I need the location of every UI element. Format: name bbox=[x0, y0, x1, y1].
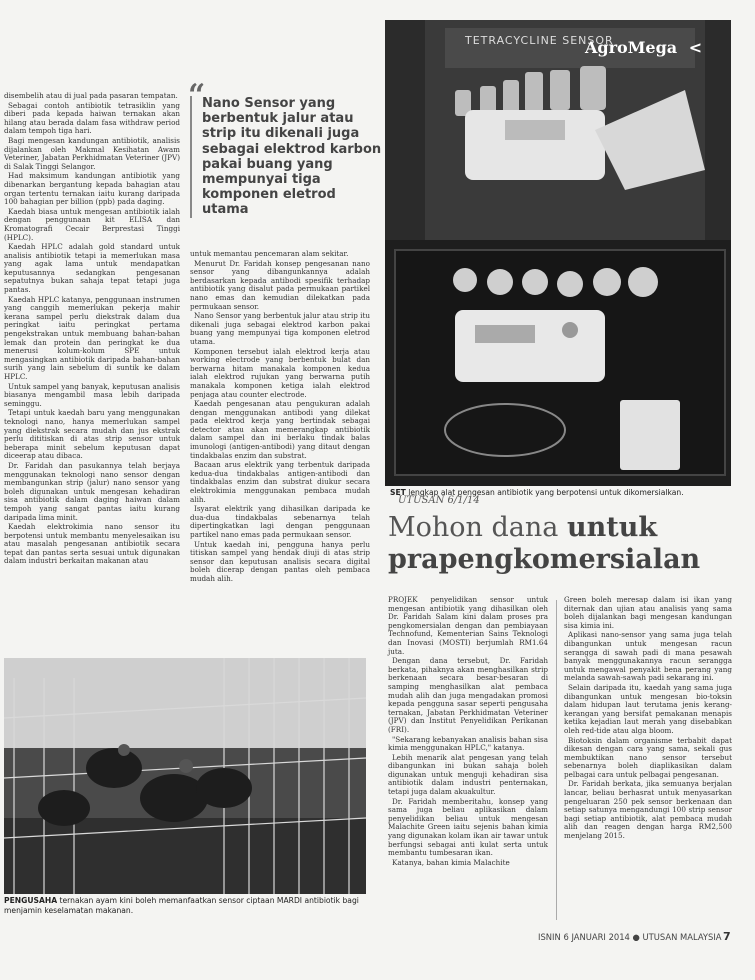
paragraph: "Sekarang kebanyakan analisis bahan sisa kimia menggunakan HPLC," katanya. bbox=[388, 734, 548, 753]
brand-text: AgroMega bbox=[585, 38, 678, 57]
article-column-2 bbox=[190, 250, 370, 646]
brand-arrow: < bbox=[688, 38, 703, 57]
article-column-3 bbox=[388, 596, 548, 924]
paragraph: Isyarat elektrik yang dihasilkan daripada ke dua-dua tindakbalas sebenarnya telah dipertingkatkan lagi dengan penggunaan partikel nano emas pada permukaan sensor. bbox=[190, 504, 370, 539]
caption-lead: PENGUSAHA bbox=[4, 896, 58, 905]
chicken-cage-illustration bbox=[4, 658, 366, 894]
paragraph: Katanya, bahan kimia Malachite bbox=[392, 857, 510, 867]
paragraph: Untuk kaedah ini, pengguna hanya perlu titiskan sampel yang hendak diuji di atas strip sensor dan keputusan analisis secara digital boleh dicerap dengan pantas oleh pembaca mudah alih. bbox=[190, 539, 370, 583]
paragraph: Bacaan arus elektrik yang terbentuk daripada kedua-dua tindakbalas antigen-antibodi dan tindakbalas enzim dan substrat diukur secara elektrokimia menggunakan pembaca mudah alih. bbox=[190, 460, 370, 504]
paragraph: Green boleh meresap dalam isi ikan yang diternak dan ujian atau analisis yang sama boleh dijalankan bagi mengesan kandungan sisa kimia ini. bbox=[564, 595, 732, 630]
paragraph: Dr. Faridah memberitahu, konsep yang sama juga beliau aplikasikan dalam penyelidikan beliau untuk mengesan Malachite Green iaitu sejenis bahan kimia yang digunakan kolam ikan air tawar untuk berfungsi sebagai anti kulat serta untuk membantu tumbesaran ikan. bbox=[388, 796, 548, 858]
paragraph: Kaedah HPLC katanya, penggunaan instrumen yang canggih memerlukan pekerja mahir kerana sampel perlu diekstrak dalam dua peringkat iaitu peringkat pertama pengekstrakan untuk membuang bahan-bahan lemak dan protein dan peringkat ke dua menerusi kolum-kolum SPE untuk mengasingkan antibiotik daripada bahan-bahan surih yang lain sebelum di suntik ke dalam HPLC. bbox=[4, 294, 180, 381]
quote-mark-icon: “ bbox=[188, 78, 206, 113]
headline-line-2: prapengkomersialan bbox=[388, 544, 701, 575]
paragraph: Untuk sampel yang banyak, keputusan analisis biasanya mengambil masa lebih daripada seminggu. bbox=[4, 381, 180, 408]
caption-text: lengkap alat pengesan antibiotik yang berpotensi untuk dikomersialkan. bbox=[408, 488, 684, 497]
paragraph: Kaedah pengesanan atau pengukuran adalah dengan menggunakan antibodi yang dilekat pada elektrod kerja yang bertindak sebagai detector atau akan memerangkap antibiotik dalam sampel dan ini berlaku tindak balas imunologi (antigen-antibodi) yang ditaut dengan tindakbalas enzim dan substrat. bbox=[190, 399, 370, 460]
paragraph: Kaedah elektrokimia nano sensor itu berpotensi untuk membantu menyelesaikan isu atau masalah pengesanan antibiotik secara tepat dan pantas serta sesuai untuk digunakan dalam industri berkaitan makanan atau bbox=[4, 522, 180, 566]
paragraph: Tetapi untuk kaedah baru yang menggunakan teknologi nano, hanya memerlukan sampel yang diekstrak secara mudah dan jus ekstrak perlu dititiskan di atas strip sensor untuk beberapa minit sebelum keputusan dapat diceerap atau dibaca. bbox=[4, 408, 180, 461]
pull-quote-text: Nano Sensor yang berbentuk jalur atau strip itu dikenali juga sebagai elektrod karbon pakai buang yang mempunyai tiga komponen eletrod utama bbox=[202, 96, 382, 218]
article-headline bbox=[388, 512, 738, 576]
paragraph: Menurut Dr. Faridah konsep pengesanan nano sensor yang dibangunkannya adalah berdasarkan kepada antibodi spesifik terhadap antibiotik yang disalut pada permukaan partikel nano emas dan kemudian dilekatkan pada permukaan sensor. bbox=[190, 258, 370, 311]
article-column-4 bbox=[564, 596, 732, 924]
pull-quote bbox=[188, 78, 382, 218]
page-number: 7 bbox=[723, 930, 731, 943]
sensor-kit-illustration bbox=[385, 20, 731, 486]
paragraph: Kaedah HPLC adalah gold standard untuk analisis antibiotik tetapi ia memerlukan masa yang agak lama untuk mendapatkan keputusannya sedangkan pengesanan sepatutnya bukan sahaja tepat tetapi juga pantas. bbox=[4, 242, 180, 295]
handwritten-note: UTUSAN 6/1/14 bbox=[398, 495, 480, 506]
paragraph: Dengan dana tersebut, Dr. Faridah berkata, pihaknya akan menghasilkan strip berkenaan secara besar-besaran di samping menghasilkan alat pembaca mudah alih dan juga mengadakan promosi kepada pengguna sasar seperti pengusaha ternakan, Jabatan Perkhidmatan Veteriner (JPV) dan Institut Penyelidikan Perikanan (FRI). bbox=[388, 656, 548, 734]
paragraph: Kaedah biasa untuk mengesan antibiotik ialah dengan penggunaan kit ELISA dan Kromatografi Cecair Berprestasi Tinggi (HPLC). bbox=[4, 206, 180, 242]
box-label: TETRACYCLINE SENSOR bbox=[465, 34, 614, 47]
page-footer: ISNIN 6 JANUARI 2014 ● UTUSAN MALAYSIA bbox=[538, 932, 722, 942]
paragraph: Lebih menarik alat pengesan yang telah dibangunkan ini bukan sahaja boleh digunakan untuk menguji kehadiran sisa antibiotik dalam industri penternakan, tetapi juga dalam akuakultur. bbox=[388, 752, 548, 797]
headline-part-1: Mohon dana bbox=[388, 512, 567, 543]
paragraph: Selain daripada itu, kaedah yang sama juga dibangunkan untuk mengesan bio-toksin dalam hidupan laut terutama jenis kerang-kerangan yang bersifat pemakanan menapis ketika kejadian laut merah yang disebabkan oleh red-tide atau alga bloom. bbox=[564, 682, 732, 735]
agromega-brand bbox=[585, 38, 702, 57]
paragraph: Sebagai contoh antibiotik tetrasiklin yang diberi pada kepada haiwan ternakan akan hilang atau berada dalam fasa withdraw period dalam tempoh tiga hari. bbox=[4, 100, 180, 136]
paragraph: Dr. Faridah dan pasukannya telah berjaya menggunakan teknologi nano sensor dengan membangunkan strip (jalur) nano sensor yang boleh digunakan untuk mengesan kehadiran sisa antibiotik dalam daging haiwan dalam tempoh yang sangat pantas iaitu kurang daripada lima minit. bbox=[4, 460, 180, 522]
sensor-kit-photo bbox=[385, 20, 731, 486]
paragraph: Komponen tersebut ialah elektrod kerja atau working electrode yang berbentuk bulat dan berwarna hitam manakala komponen kedua ialah elektrod rujukan yang berwarna putih manakala komponen ketiga ialah elektrod penjaga atau counter electrode. bbox=[190, 346, 370, 399]
paragraph: Dr. Faridah berkata, jika semuanya berjalan lancar, beliau berhasrat untuk menyasarkan pengeluaran 250 pek sensor berkenaan dan setiap satunya mengandungi 100 strip sensor bagi setiap antibiotik, alat pembaca mudah alih dan reagen dengan harga RM2,500 menjelang 2015. bbox=[564, 779, 732, 841]
article-column-1 bbox=[4, 92, 180, 648]
chicken-caption bbox=[4, 896, 366, 916]
paragraph: Aplikasi nano-sensor yang sama juga telah dibangunkan untuk mengesan racun serangga di sawah padi di mana pesawah banyak menggunakannya racun serangga untuk mengawal penyakit bena perang yang melanda sawah-sawah padi sekarang ini. bbox=[564, 630, 732, 683]
paragraph: Bagi mengesan kandungan antibiotik, analisis dijalankan oleh Makmal Kesihatan Awam Veteriner, Jabatan Perkhidmatan Veteriner (JPV) di Salak Tinggi Selangor. bbox=[4, 135, 180, 171]
paragraph: Nano Sensor yang berbentuk jalur atau strip itu dikenali juga sebagai elektrod karbon pakai buang yang mempunyai tiga komponen eletrod utama. bbox=[190, 311, 370, 346]
paragraph: disembelih atau di jual pada pasaran tempatan. bbox=[4, 91, 178, 100]
column-divider bbox=[556, 600, 557, 920]
paragraph: Had maksimum kandungan antibiotik yang dibenarkan bergantung kepada bahagian atau organ tertentu ternakan iaitu kurang daripada 100 bahagian per billion (ppb) pada daging. bbox=[4, 171, 180, 207]
headline-part-2: untuk bbox=[566, 512, 658, 543]
paragraph: untuk memantau pencemaran alam sekitar. bbox=[190, 249, 349, 258]
paragraph: PROJEK penyelidikan sensor untuk mengesan antibiotik yang dihasilkan oleh Dr. Faridah Salam kini dalam proses pra pengkomersialan dengan dan pembiayaan Technofund, Kementerian Sains Teknologi dan Inovasi (MOSTI) berjumlah RM1.64 juta. bbox=[388, 595, 548, 656]
caption-lead: SET bbox=[390, 488, 406, 497]
paragraph: Biotoksin dalam organisme terbabit dapat dikesan dengan cara yang sama, sekali gus membuktikan nano sensor tersebut sebenarnya boleh diaplikasikan dalam pelbagai cara untuk pelbagai pengesanan. bbox=[564, 735, 732, 779]
caption-text: ternakan ayam kini boleh memanfaatkan sensor ciptaan MARDI antibiotik bagi menjamin keselamatan makanan. bbox=[4, 896, 359, 915]
chicken-cage-photo bbox=[4, 658, 366, 894]
